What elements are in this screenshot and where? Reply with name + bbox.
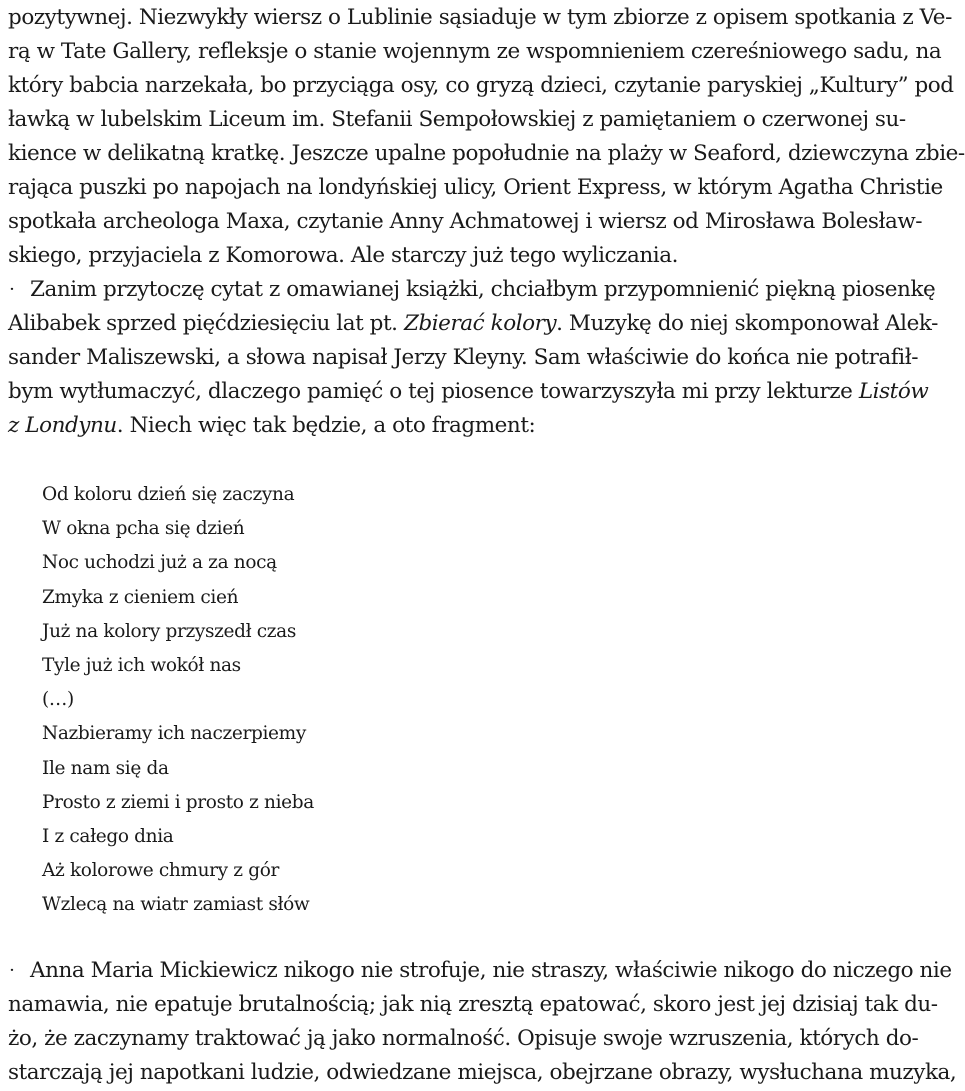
- paragraph-line: Zanim przytoczę cytat z omawianej książki, chciałbym przypomnienić piękną piosenkę: [30, 277, 936, 302]
- paragraph-line: sander Maliszewski, a słowa napisał Jerzy Kleyny. Sam właściwie do końca nie potrafił-: [8, 345, 919, 370]
- paragraph-line: ławką w lubelskim Liceum im. Stefanii Sempołowskiej z pamiętaniem o czerwonej su-: [8, 107, 906, 132]
- song-quote: [42, 478, 462, 922]
- paragraph-line: rająca puszki po napojach na londyńskiej ulicy, Orient Express, w którym Agatha Christie: [8, 175, 943, 200]
- paragraph-line: [8, 374, 929, 410]
- song-title: Zbierać kolory: [403, 311, 557, 336]
- paragraph-line: żo, że zaczynamy traktować ją jako normalność. Opisuje swoje wzruszenia, których do-: [8, 1026, 919, 1051]
- paragraph-marker: ·: [9, 960, 15, 981]
- poem-line: I z całego dnia: [42, 825, 174, 847]
- paragraph-text: . Muzykę do niej skomponował Alek-: [556, 311, 938, 336]
- paragraph-line: spotkała archeologa Maxa, czytanie Anny Achmatowej i wiersz od Mirosława Bolesław-: [8, 209, 923, 234]
- book-title: z Londynu: [8, 413, 117, 438]
- paragraph-text: Alibabek sprzed pięćdziesięciu lat pt.: [8, 311, 404, 336]
- poem-line: W okna pcha się dzień: [42, 518, 245, 540]
- poem-line: Noc uchodzi już a za nocą: [42, 552, 277, 574]
- paragraph-line: [8, 408, 892, 444]
- paragraph-line: namawia, nie epatuje brutalnością; jak nią zresztą epatować, skoro jest jej dzisiaj tak du-: [8, 992, 938, 1017]
- paragraph-line: który babcia narzekała, bo przyciąga osy, co gryzą dzieci, czytanie paryskiej „Kultury” pod: [8, 73, 954, 98]
- paragraph-line: rą w Tate Gallery, refleksje o stanie wojennym ze wspomnieniem czereśniowego sadu, na: [8, 39, 942, 64]
- poem-line: Ile nam się da: [42, 757, 169, 779]
- poem-line: Wzlecą na wiatr zamiast słów: [42, 894, 310, 916]
- poem-line: Tyle już ich wokół nas: [42, 654, 241, 676]
- paragraph-line: [8, 306, 938, 342]
- poem-line: Od koloru dzień się zaczyna: [42, 484, 295, 505]
- paragraph-line: Anna Maria Mickiewicz nikogo nie strofuje, nie straszy, właściwie nikogo do niczego nie: [30, 958, 952, 983]
- paragraph-marker: ·: [9, 279, 15, 300]
- poem-line: Aż kolorowe chmury z gór: [42, 860, 279, 882]
- poem-line: (…): [42, 689, 74, 711]
- paragraph-line: skiego, przyjaciela z Komorowa. Ale starczy już tego wyliczania.: [8, 243, 678, 268]
- paragraph-line: kience w delikatną kratkę. Jeszcze upalne popołudnie na plaży w Seaford, dziewczyna zbie-: [8, 141, 965, 166]
- paragraph-text: bym wytłumaczyć, dlaczego pamięć o tej piosence towarzyszyła mi przy lekturze: [8, 379, 859, 404]
- paragraph-text: . Niech więc tak będzie, a oto fragment:: [116, 413, 536, 438]
- poem-line: Zmyka z cieniem cień: [42, 586, 239, 608]
- book-title: Listów: [858, 379, 929, 404]
- paragraph-line: pozytywnej. Niezwykły wiersz o Lublinie sąsiaduje w tym zbiorze z opisem spotkania z Ve-: [8, 5, 952, 30]
- poem-line: Już na kolory przyszedł czas: [42, 620, 296, 642]
- poem-line: Nazbieramy ich naczerpiemy: [42, 723, 306, 745]
- paragraph-line: starczają jej napotkani ludzie, odwiedzane miejsca, obejrzane obrazy, wysłuchana muzyka,: [8, 1060, 957, 1085]
- poem-line: Prosto z ziemi i prosto z nieba: [42, 791, 314, 813]
